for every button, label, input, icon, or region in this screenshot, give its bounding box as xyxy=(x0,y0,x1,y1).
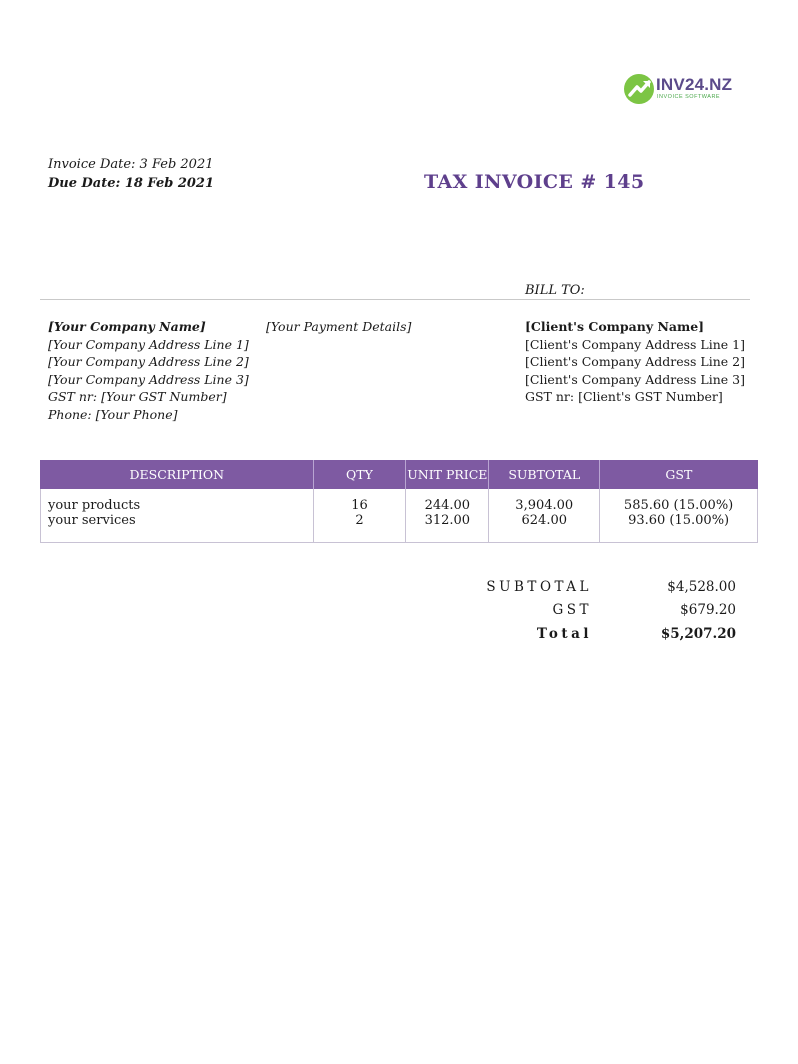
sender-gst: GST nr: [Your GST Number] xyxy=(48,389,227,405)
bill-to-label: BILL TO: xyxy=(525,283,585,298)
item-qty: 16 xyxy=(351,498,368,513)
subtotal-label: SUBTOTAL xyxy=(486,579,592,595)
item-gst: 585.60 (15.00%) xyxy=(623,498,734,513)
description-cell xyxy=(41,489,314,543)
invoice-date: Invoice Date: 3 Feb 2021 xyxy=(48,157,214,172)
item-gst: 93.60 (15.00%) xyxy=(628,513,730,528)
page-title: TAX INVOICE # 145 xyxy=(424,171,645,193)
sender-address-1: [Your Company Address Line 1] xyxy=(48,336,249,352)
client-address-1: [Client's Company Address Line 1] xyxy=(525,336,745,352)
item-unit-price: 244.00 xyxy=(424,498,471,513)
sender-address-3: [Your Company Address Line 3] xyxy=(48,371,249,387)
client-address-3: [Client's Company Address Line 3] xyxy=(525,371,745,387)
item-subtotal: 3,904.00 xyxy=(515,498,574,513)
unit-price-cell xyxy=(406,489,489,543)
sender-company: [Your Company Name] xyxy=(48,319,206,334)
gst-total-value: $679.20 xyxy=(680,602,736,618)
payment-details: [Your Payment Details] xyxy=(266,319,412,334)
items-table xyxy=(40,460,758,543)
item-description: your products xyxy=(48,498,141,513)
client-block xyxy=(525,318,745,406)
logo-tagline: INVOICE SOFTWARE xyxy=(657,94,721,100)
item-unit-price: 312.00 xyxy=(424,513,471,528)
due-date: Due Date: 18 Feb 2021 xyxy=(48,176,215,191)
logo-mark-icon xyxy=(622,72,656,106)
client-address-2: [Client's Company Address Line 2] xyxy=(525,354,745,370)
qty-cell xyxy=(313,489,406,543)
total-label: Total xyxy=(536,626,592,642)
sender-block xyxy=(48,318,249,424)
subtotal-value: $4,528.00 xyxy=(667,579,736,595)
subtotal-cell xyxy=(489,489,600,543)
divider xyxy=(40,299,750,300)
col-header-qty: QTY xyxy=(313,460,406,489)
table-header-row xyxy=(41,460,758,489)
gst-total-label: GST xyxy=(552,602,592,618)
item-description: your services xyxy=(48,513,136,528)
col-header-subtotal: SUBTOTAL xyxy=(489,460,600,489)
col-header-description: DESCRIPTION xyxy=(41,460,314,489)
client-gst: GST nr: [Client's GST Number] xyxy=(525,389,723,405)
item-qty: 2 xyxy=(355,513,364,528)
col-header-gst: GST xyxy=(600,460,758,489)
logo-wordmark: INV24.NZ xyxy=(656,75,733,94)
table-row xyxy=(41,489,758,543)
gst-cell xyxy=(600,489,758,543)
sender-address-2: [Your Company Address Line 2] xyxy=(48,354,249,370)
total-value: $5,207.20 xyxy=(660,626,736,642)
client-company: [Client's Company Name] xyxy=(525,319,705,334)
col-header-unit-price: UNIT PRICE xyxy=(406,460,489,489)
item-subtotal: 624.00 xyxy=(521,513,567,528)
sender-phone: Phone: [Your Phone] xyxy=(48,406,178,422)
